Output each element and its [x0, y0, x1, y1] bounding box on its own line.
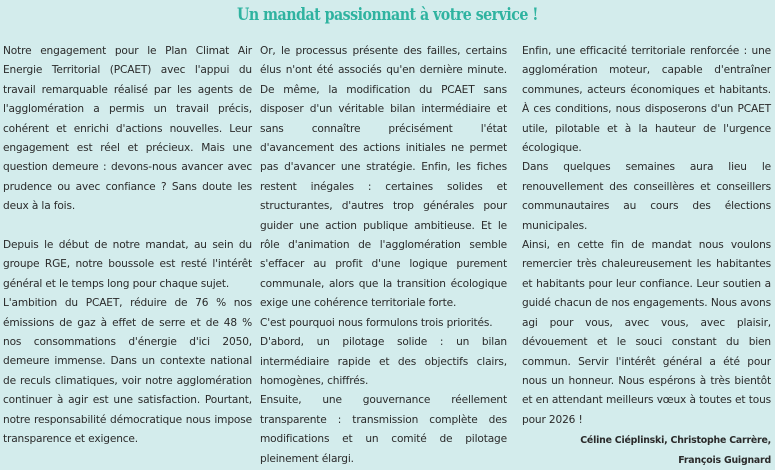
- paragraph: C'est pourquoi nous formulons trois priorités.: [260, 316, 493, 329]
- column-2: [260, 42, 507, 469]
- paragraph: D'abord, un pilotage solide : un bilan intermédiaire rapide et des objectifs clairs, homogènes, chiffrés.: [260, 336, 507, 387]
- paragraph: Enfin, une efficacité territoriale renforcée : une agglomération moteur, capable d'entraîner communes, acteurs économiques et habitants. À ces conditions, nous disposerons d'un PCAET utile, pilotable et à la hauteur de l'urgence écologique.: [522, 45, 771, 155]
- signature-line: François Guignard: [678, 454, 771, 466]
- page-title: Un mandat passionnant à votre service !: [236, 5, 539, 24]
- paragraph: Notre engagement pour le Plan Climat Air Energie Territorial (PCAET) avec l'appui du travail remarquable réalisé par les agents de l'agglomération a permis un travail précis, cohérent et enrichi d'actions nouvelles. Leur engagement est réel et précieux. Mais une question demeure : devons-nous avancer avec prudence ou avec confiance ? Sans doute les deux à la fois.: [3, 45, 252, 213]
- paragraph: Ainsi, en cette fin de mandat nous voulons remercier très chaleureusement les habitantes et habitants pour leur confiance. Leur soutien a guidé chacun de nos engagements. Nous avons agi pour vous, avec vous, avec plaisir, dévouement et le souci constant du bien commun. Servir l'intérêt général a été pour nous un honneur. Nous espérons à très bientôt et en attendant meilleurs vœux à toutes et tous pour 2026 !: [522, 239, 771, 426]
- paragraph: Dans quelques semaines aura lieu le renouvellement des conseillères et conseillers communautaires au cours des élections municipales.: [522, 161, 771, 232]
- column-1: [3, 42, 252, 450]
- paragraph: L'ambition du PCAET, réduire de 76 % nos émissions de gaz à effet de serre et de 48 % nos consommations d'énergie d'ici 2050, demeure immense. Dans un contexte national de reculs climatiques, voir notre agglomération continuer à agir est une satisfaction. Pourtant, notre responsabilité démocratique nous impose transparence et exigence.: [3, 297, 252, 446]
- paragraph-gap: [3, 217, 252, 236]
- column-3: [522, 42, 771, 470]
- paragraph: Ensuite, une gouvernance réellement transparente : transmission complète des modifications et un comité de pilotage pleinement élargi.: [260, 394, 507, 465]
- paragraph: Depuis le début de notre mandat, au sein du groupe RGE, notre boussole est resté l'intérêt général et le temps long pour chaque sujet.: [3, 239, 252, 290]
- paragraph: Or, le processus présente des failles, certains élus n'ont été associés qu'en dernière minute. De même, la modification du PCAET sans disposer d'un véritable bilan intermédiaire et sans connaître précisément l'état d'avancement des actions initiales ne permet pas d'avancer une stratégie. Enfin, les fiches restent inégales : certaines solides et structurantes, d'autres trop générales pour guider une action publique ambitieuse. Et le rôle d'animation de l'agglomération semble s'effacer au profit d'une logique purement communale, alors que la transition écologique exige une cohérence territoriale forte.: [260, 45, 507, 310]
- signature-line: Céline Ciéplinski, Christophe Carrère,: [580, 435, 771, 447]
- signature: [522, 431, 771, 470]
